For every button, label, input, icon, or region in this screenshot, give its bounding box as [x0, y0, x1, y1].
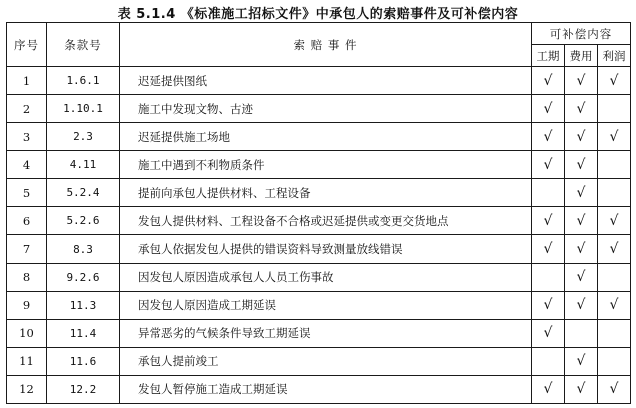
table-row	[7, 95, 631, 123]
profit-mark	[598, 151, 631, 179]
cost-mark: √	[565, 123, 598, 151]
cost-mark: √	[565, 347, 598, 375]
claim-event: 因发包人原因造成工期延误	[120, 291, 532, 319]
cost-mark: √	[565, 375, 598, 403]
row-number: 8	[7, 263, 47, 291]
claim-event: 因发包人原因造成承包人人员工伤事故	[120, 263, 532, 291]
clause-number: 8.3	[47, 235, 120, 263]
profit-mark: √	[598, 123, 631, 151]
table-row	[7, 207, 631, 235]
row-number: 12	[7, 375, 47, 403]
header-event: 索 赔 事 件	[120, 23, 532, 67]
profit-mark	[598, 179, 631, 207]
duration-mark	[532, 179, 565, 207]
header-no: 序号	[7, 23, 47, 67]
duration-mark: √	[532, 151, 565, 179]
clause-number: 11.4	[47, 319, 120, 347]
table-row	[7, 235, 631, 263]
table-row	[7, 375, 631, 403]
duration-mark	[532, 347, 565, 375]
clause-number: 12.2	[47, 375, 120, 403]
clause-number: 11.6	[47, 347, 120, 375]
duration-mark: √	[532, 207, 565, 235]
row-number: 3	[7, 123, 47, 151]
cost-mark: √	[565, 263, 598, 291]
header-cost: 费用	[565, 45, 598, 67]
profit-mark: √	[598, 235, 631, 263]
table-row	[7, 123, 631, 151]
claim-event: 施工中发现文物、古迹	[120, 95, 532, 123]
clause-number: 5.2.4	[47, 179, 120, 207]
profit-mark: √	[598, 67, 631, 95]
table-row	[7, 291, 631, 319]
duration-mark: √	[532, 375, 565, 403]
row-number: 11	[7, 347, 47, 375]
profit-mark	[598, 263, 631, 291]
claim-event: 迟延提供施工场地	[120, 123, 532, 151]
claim-event: 发包人提供材料、工程设备不合格或迟延提供或变更交货地点	[120, 207, 532, 235]
profit-mark: √	[598, 291, 631, 319]
claim-event: 异常恶劣的气候条件导致工期延误	[120, 319, 532, 347]
clause-number: 1.6.1	[47, 67, 120, 95]
duration-mark: √	[532, 235, 565, 263]
claim-event: 提前向承包人提供材料、工程设备	[120, 179, 532, 207]
table-row	[7, 263, 631, 291]
duration-mark: √	[532, 291, 565, 319]
claims-table	[6, 22, 631, 404]
table-row	[7, 347, 631, 375]
profit-mark	[598, 95, 631, 123]
row-number: 4	[7, 151, 47, 179]
cost-mark: √	[565, 95, 598, 123]
row-number: 5	[7, 179, 47, 207]
cost-mark: √	[565, 291, 598, 319]
cost-mark: √	[565, 67, 598, 95]
profit-mark	[598, 319, 631, 347]
header-compensable: 可补偿内容	[532, 23, 631, 45]
profit-mark	[598, 347, 631, 375]
row-number: 10	[7, 319, 47, 347]
table-row	[7, 179, 631, 207]
duration-mark: √	[532, 123, 565, 151]
profit-mark: √	[598, 207, 631, 235]
header-clause: 条款号	[47, 23, 120, 67]
duration-mark: √	[532, 319, 565, 347]
cost-mark: √	[565, 179, 598, 207]
clause-number: 9.2.6	[47, 263, 120, 291]
duration-mark: √	[532, 95, 565, 123]
clause-number: 1.10.1	[47, 95, 120, 123]
table-row	[7, 319, 631, 347]
duration-mark	[532, 263, 565, 291]
header-profit: 利润	[598, 45, 631, 67]
row-number: 2	[7, 95, 47, 123]
table-caption: 表 5.1.4 《标准施工招标文件》中承包人的索赔事件及可补偿内容	[117, 7, 519, 22]
row-number: 9	[7, 291, 47, 319]
row-number: 7	[7, 235, 47, 263]
clause-number: 5.2.6	[47, 207, 120, 235]
table-row	[7, 151, 631, 179]
claim-event: 承包人提前竣工	[120, 347, 532, 375]
claim-event: 承包人依据发包人提供的错误资料导致测量放线错误	[120, 235, 532, 263]
table-row	[7, 67, 631, 95]
cost-mark: √	[565, 235, 598, 263]
header-duration: 工期	[532, 45, 565, 67]
claim-event: 发包人暂停施工造成工期延误	[120, 375, 532, 403]
clause-number: 4.11	[47, 151, 120, 179]
row-number: 1	[7, 67, 47, 95]
claim-event: 施工中遇到不利物质条件	[120, 151, 532, 179]
claim-event: 迟延提供图纸	[120, 67, 532, 95]
cost-mark: √	[565, 151, 598, 179]
claims-table-body	[7, 67, 631, 404]
clause-number: 2.3	[47, 123, 120, 151]
clause-number: 11.3	[47, 291, 120, 319]
profit-mark: √	[598, 375, 631, 403]
cost-mark: √	[565, 207, 598, 235]
cost-mark	[565, 319, 598, 347]
row-number: 6	[7, 207, 47, 235]
duration-mark: √	[532, 67, 565, 95]
